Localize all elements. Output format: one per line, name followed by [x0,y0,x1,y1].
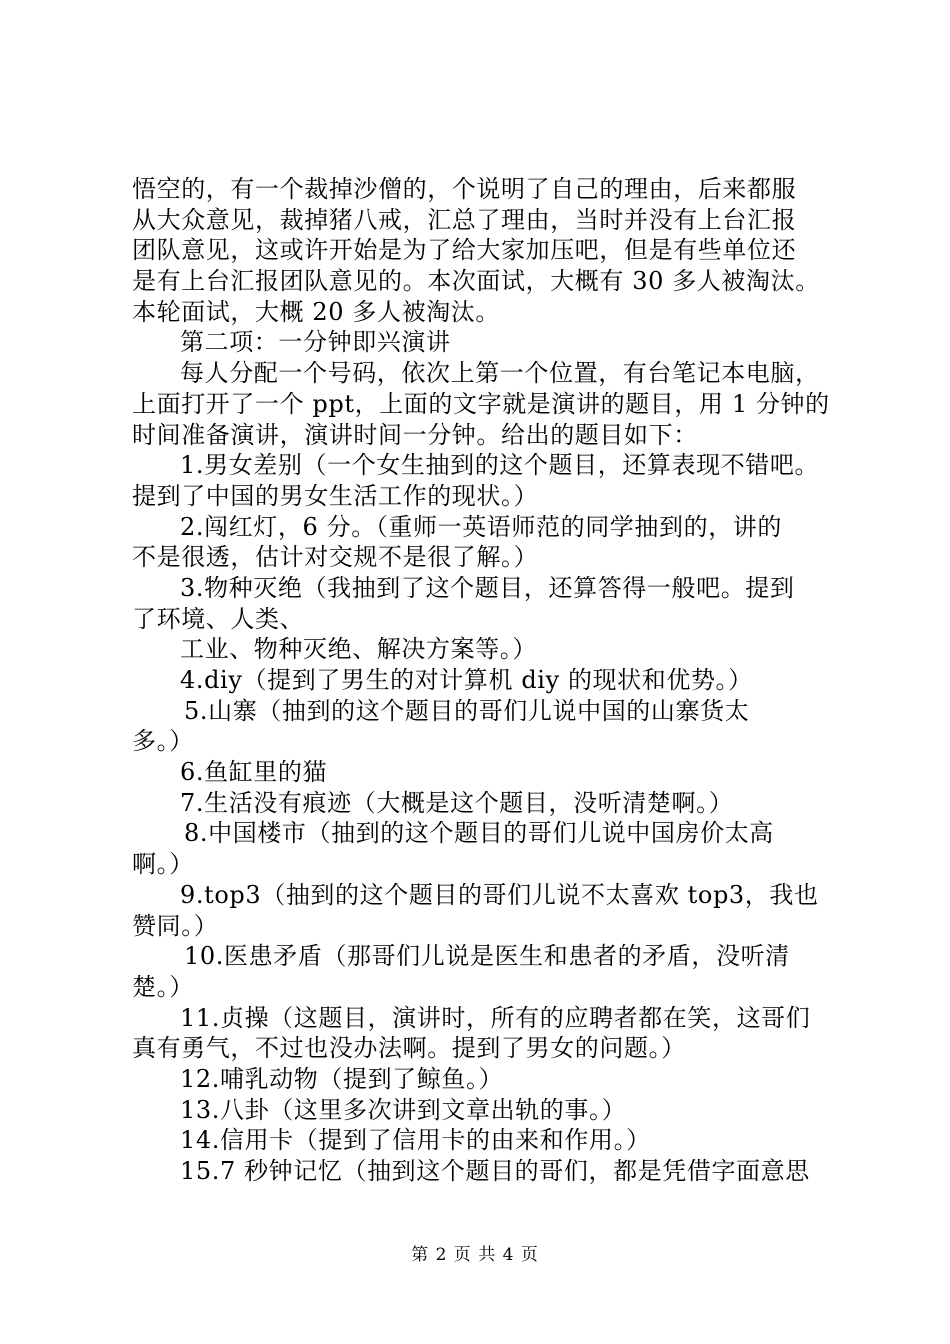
text-line: 了环境、人类、 [132,604,305,633]
list-item: 14.信用卡（提到了信用卡的由来和作用。） [180,1126,651,1155]
list-item: 15.7 秒钟记忆（抽到这个题目的哥们，都是凭借字面意思 [180,1157,810,1185]
section-heading: 第二项：一分钟即兴演讲 [180,328,451,357]
list-item: 4.diy（提到了男生的对计算机 diy 的现状和优势。） [180,666,753,694]
page-number-label: 第 2 页 共 4 页 [411,1245,539,1265]
document-body [132,174,842,1187]
list-item: 10.医患矛盾（那哥们儿说是医生和患者的矛盾，没听清 [184,942,790,971]
list-item: 13.八卦（这里多次讲到文章出轨的事。） [180,1095,627,1124]
text-line: 上面打开了一个 ppt，上面的文字就是演讲的题目，用 1 分钟的 [132,389,830,418]
text-line: 每人分配一个号码，依次上第一个位置，有台笔记本电脑， [180,359,820,388]
text-line: 提到了中国的男女生活工作的现状。） [132,481,539,510]
text-line: 多。） [132,727,194,756]
text-line: 楚。） [132,972,194,1001]
text-line: 工业、物种灭绝、解决方案等。） [180,635,537,664]
list-item: 11.贞操（这题目，演讲时，所有的应聘者都在笑，这哥们 [180,1003,811,1032]
text-line: 是有上台汇报团队意见的。本次面试，大概有 30 多人被淘汰。 [132,267,820,296]
text-line: 本轮面试，大概 20 多人被淘汰。 [132,297,500,326]
list-item: 8.中国楼市（抽到的这个题目的哥们儿说中国房价太高 [184,819,774,848]
text-line: 啊。） [132,850,194,879]
list-item: 2.闯红灯，6 分。（重师一英语师范的同学抽到的，讲的 [180,512,782,541]
page-footer [0,1240,950,1265]
text-line: 从大众意见，裁掉猪八戒，汇总了理由，当时并没有上台汇报 [132,205,797,234]
list-item: 3.物种灭绝（我抽到了这个题目，还算答得一般吧。提到 [180,573,795,602]
list-item: 6.鱼缸里的猫 [180,758,328,787]
text-line: 赞同。） [132,911,219,940]
list-item: 5.山寨（抽到的这个题目的哥们儿说中国的山寨货太 [184,696,750,725]
text-line: 真有勇气，不过也没办法啊。提到了男女的问题。） [132,1034,686,1063]
text-line: 时间准备演讲，演讲时间一分钟。给出的题目如下： [132,420,698,449]
text-line: 团队意见，这或许开始是为了给大家加压吧，但是有些单位还 [132,236,797,265]
list-item: 9.top3（抽到的这个题目的哥们儿说不太喜欢 top3，我也 [180,880,819,909]
text-line: 不是很透，估计对交规不是很了解。） [132,543,539,572]
list-item: 12.哺乳动物（提到了鲸鱼。） [180,1064,504,1093]
list-item: 1.男女差别（一个女生抽到的这个题目，还算表现不错吧。 [180,451,820,480]
text-line: 悟空的，有一个裁掉沙僧的，个说明了自己的理由，后来都服 [132,175,797,203]
list-item: 7.生活没有痕迹（大概是这个题目，没听清楚啊。） [180,788,734,817]
